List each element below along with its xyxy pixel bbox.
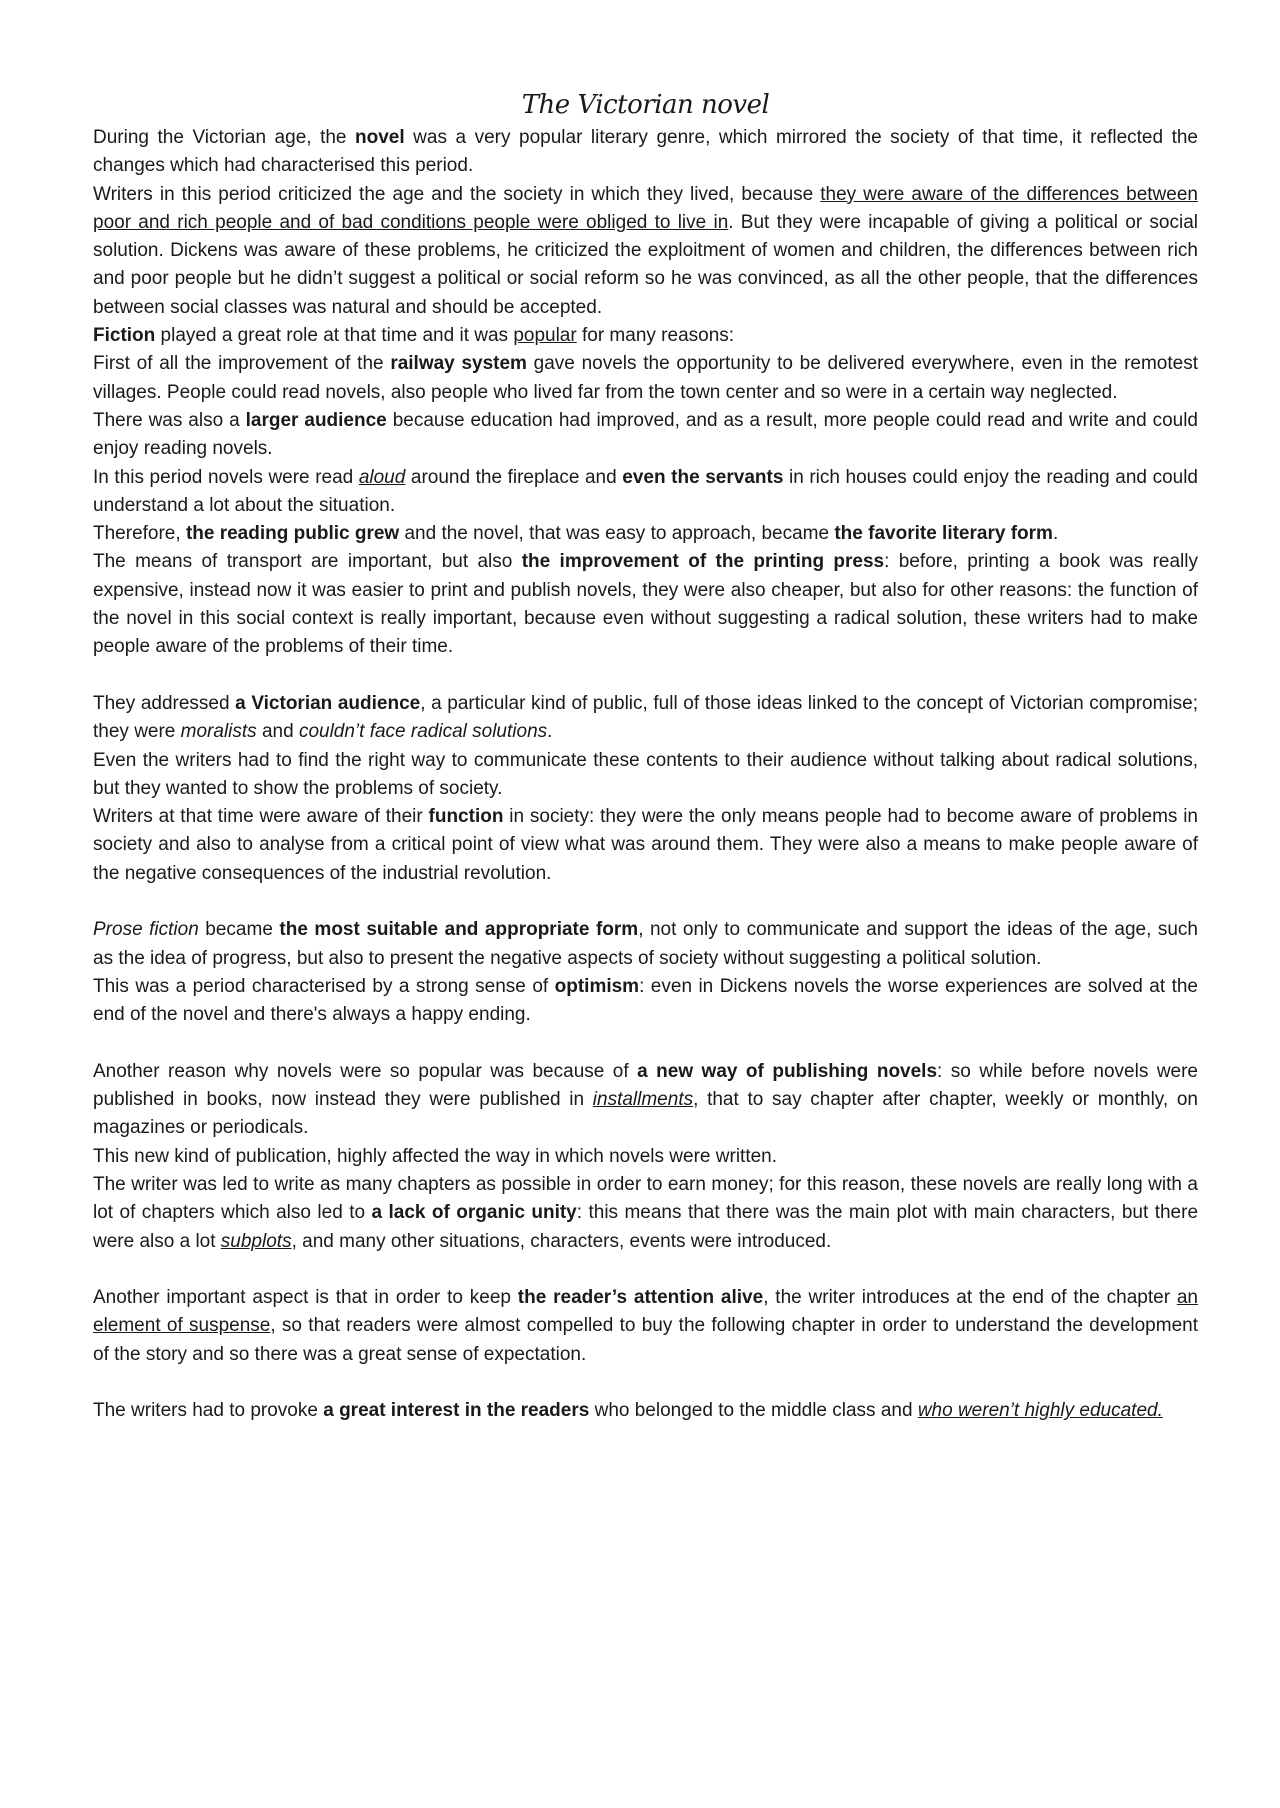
paragraph-1: [93, 124, 1198, 181]
paragraph-7: [93, 520, 1198, 548]
text-run: : before, printing a book was really expensive, instead now it was easier to print and publish novels, they were also cheaper, but also for other reasons: the function of the novel in this social context is really important, because even without suggesting a radical solution, these writers had to make people aware of the problems of their time.: [93, 551, 1199, 658]
underlined-run: they were aware of the differences between poor and rich people and of bad conditions people were obliged to live in: [93, 183, 1198, 233]
paragraph-14: [93, 1058, 1198, 1143]
bold-run: the reading public grew: [185, 523, 400, 545]
text-run: and: [256, 721, 299, 743]
text-run: , not only to communicate and support the ideas of the age, such as the idea of progress, but also to present the negative aspects of society without suggesting a political solution.: [93, 919, 1198, 969]
text-run: Even the writers had to find the right way to communicate these contents to their audience without talking about radical solutions, but they wanted to show the problems of society.: [93, 749, 1198, 799]
paragraph-9: [93, 690, 1198, 747]
italic-underlined-run: aloud: [358, 466, 406, 488]
text-run: The writers had to provoke: [93, 1400, 324, 1422]
paragraph-16: [93, 1171, 1198, 1256]
bold-run: railway system: [390, 353, 527, 375]
bold-run: Fiction: [93, 325, 156, 347]
text-run: in society: they were the only means people had to become aware of problems in society and also to analyse from a critical point of view what was around them. They were also a means to make people aware of the negative consequences of the industrial revolution.: [93, 806, 1198, 884]
italic-underlined-run: who weren’t highly educated.: [917, 1400, 1163, 1422]
italic-run: moralists: [180, 721, 257, 743]
text-run: in rich houses could enjoy the reading and could understand a lot about the situation.: [93, 466, 1198, 516]
bold-run: the most suitable and appropriate form: [279, 919, 639, 941]
bold-run: a Victorian audience: [235, 692, 421, 714]
paragraph-4: [93, 350, 1198, 407]
paragraph-17: [93, 1284, 1198, 1369]
italic-underlined-run: installments: [592, 1089, 694, 1111]
text-run: , and many other situations, characters, events were introduced.: [291, 1230, 832, 1252]
paragraph-spacer: [93, 1030, 1198, 1058]
text-run: First of all the improvement of the: [93, 353, 391, 375]
italic-run: couldn’t face radical solutions: [298, 721, 548, 743]
paragraph-13: [93, 973, 1198, 1030]
paragraph-spacer: [93, 662, 1198, 690]
bold-run: novel: [355, 127, 405, 148]
text-run: There was also a: [93, 409, 246, 431]
bold-run: the improvement of the printing press: [521, 551, 885, 573]
text-run: The means of transport are important, but also: [93, 551, 522, 573]
text-run: .: [547, 721, 553, 743]
text-run: In this period novels were read: [93, 466, 359, 488]
text-run: Writers in this period criticized the age and the society in which they lived, because: [93, 183, 821, 205]
text-run: Another reason why novels were so popular was because of: [93, 1060, 638, 1082]
bold-run: optimism: [554, 975, 640, 997]
paragraph-11: [93, 803, 1198, 888]
paragraph-5: [93, 407, 1198, 464]
text-run: : even in Dickens novels the worse experiences are solved at the end of the novel and there's always a happy ending.: [93, 975, 1198, 1026]
text-run: , a particular kind of public, full of those ideas linked to the concept of Victorian compromise; they were: [93, 692, 1198, 743]
text-run: gave novels the opportunity to be delivered everywhere, even in the remotest villages. People could read novels, also people who lived far from the town center and so were in a certain way neglected.: [93, 353, 1198, 403]
text-run: became: [198, 919, 280, 941]
text-run: for many reasons:: [576, 325, 735, 347]
paragraph-18: [93, 1397, 1198, 1425]
bold-run: the favorite literary form: [834, 523, 1053, 545]
text-run: , the writer introduces at the end of the chapter: [763, 1287, 1177, 1309]
text-run: Another important aspect is that in order to keep: [93, 1287, 518, 1309]
paragraph-10: [93, 747, 1198, 804]
bold-run: larger audience: [245, 409, 387, 431]
paragraph-12: [93, 916, 1198, 973]
bold-run: even the servants: [622, 466, 784, 488]
paragraph-3: [93, 322, 1198, 350]
text-run: and the novel, that was easy to approach, became: [399, 523, 835, 545]
bold-run: the reader’s attention alive: [517, 1287, 764, 1309]
bold-run: a new way of publishing novels: [637, 1060, 938, 1082]
paragraph-spacer: [93, 1369, 1198, 1397]
text-run: , that to say chapter after chapter, weekly or monthly, on magazines or periodicals.: [93, 1089, 1198, 1139]
text-run: During the Victorian age, the: [93, 127, 356, 148]
paragraph-spacer: [93, 888, 1198, 916]
text-run: : this means that there was the main plot with main characters, but there were also a lot: [93, 1202, 1199, 1252]
paragraph-spacer: [93, 1256, 1198, 1284]
text-run: because education had improved, and as a result, more people could read and write and could enjoy reading novels.: [93, 409, 1198, 460]
italic-underlined-run: subplots: [220, 1230, 292, 1252]
text-run: They addressed: [93, 692, 236, 714]
paragraph-6: [93, 464, 1198, 521]
bold-run: function: [428, 806, 504, 828]
text-run: This was a period characterised by a strong sense of: [93, 975, 555, 997]
paragraph-2: [93, 181, 1198, 322]
bold-run: a lack of organic unity: [371, 1202, 577, 1224]
paragraph-15: [93, 1143, 1198, 1171]
underlined-run: popular: [513, 325, 577, 347]
text-run: Writers at that time were aware of their: [93, 806, 429, 828]
text-run: around the fireplace and: [405, 466, 623, 488]
text-run: , so that readers were almost compelled to buy the following chapter in order to understand the development of the story and so there was a great sense of expectation.: [93, 1315, 1198, 1365]
text-run: who belonged to the middle class and: [589, 1400, 918, 1422]
text-run: was a very popular literary genre, which mirrored the society of that time, it reflected the changes which had characterised this period.: [93, 127, 1199, 177]
paragraph-8: [93, 548, 1198, 661]
document-title: The Victorian novel: [521, 90, 770, 120]
text-run: played a great role at that time and it was: [155, 325, 514, 347]
underlined-run: an element of suspense: [93, 1287, 1198, 1337]
bold-run: a great interest in the readers: [323, 1400, 590, 1422]
text-run: Therefore,: [93, 523, 186, 545]
italic-run: Prose fiction: [93, 919, 199, 941]
text-run: This new kind of publication, highly affected the way in which novels were written.: [93, 1145, 778, 1167]
text-run: The writer was led to write as many chapters as possible in order to earn money; for this reason, these novels are really long with a lot of chapters which also led to: [93, 1173, 1198, 1224]
text-run: .: [1052, 523, 1059, 545]
text-run: . But they were incapable of giving a political or social solution. Dickens was aware of these problems, he criticized the exploitment of women and children, the differences between rich and poor people but he didn’t suggest a political or social reform so he was convinced, as all the other people, that the differences between social classes was natural and should be accepted.: [93, 211, 1199, 318]
text-run: : so while before novels were published in books, now instead they were published in: [93, 1060, 1198, 1111]
